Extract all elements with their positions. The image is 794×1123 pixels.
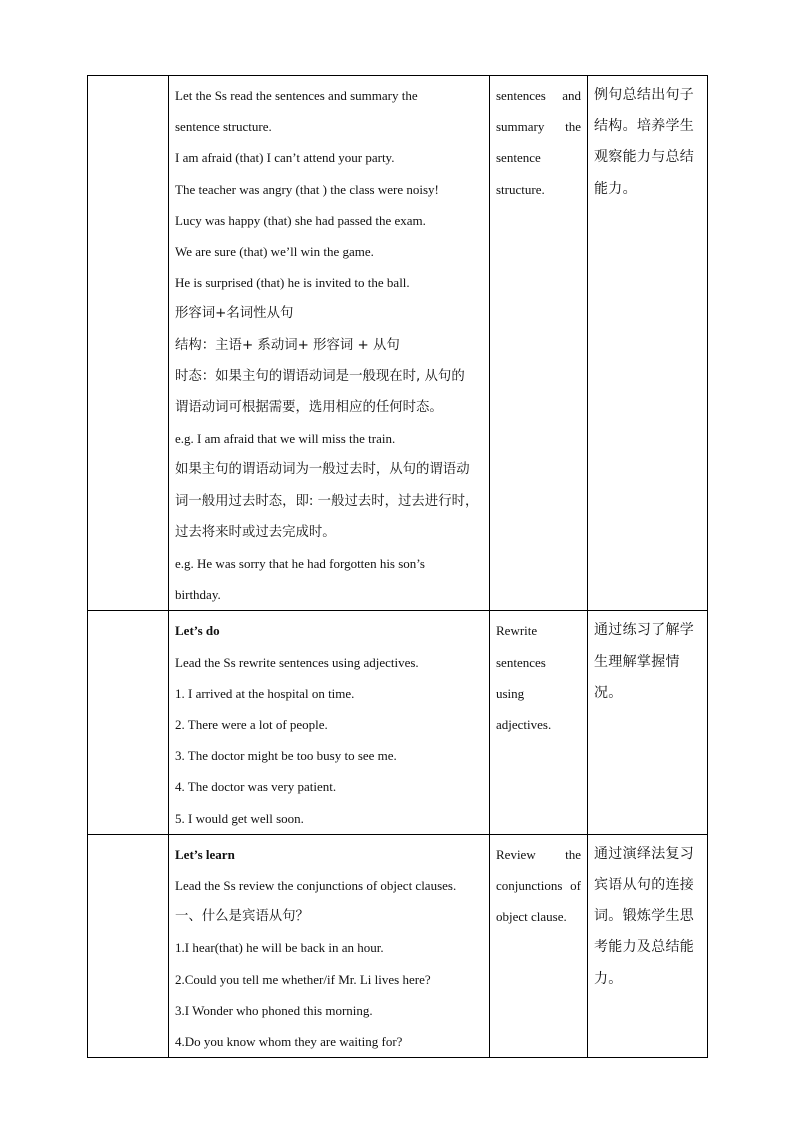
student-activity-cell xyxy=(490,76,588,611)
purpose-text: 通过练习了解学生理解掌握情况。 xyxy=(594,622,695,701)
table-row xyxy=(88,76,708,611)
exercise-item: 1. I arrived at the hospital on time. xyxy=(175,685,355,701)
table-row xyxy=(88,611,708,834)
lesson-plan-table xyxy=(87,75,708,1058)
purpose-text: 例句总结出句子结构。培养学生观察能力与总结能力。 xyxy=(594,87,695,197)
example-sentence: e.g. I am afraid that we will miss the train. xyxy=(175,431,396,447)
example-sentence: I am afraid (that) I can’t attend your party. xyxy=(175,150,395,166)
grammar-tense-note: 谓语动词可根据需要，选用相应的任何时态。 xyxy=(175,400,443,416)
student-activity-cell xyxy=(490,611,588,834)
activity-line: sentence structure. xyxy=(175,119,272,135)
example-sentence: Lucy was happy (that) she had passed the exam. xyxy=(175,212,426,228)
grammar-tense-note: 如果主句的谓语动词为一般过去时，从句的谓语动 xyxy=(175,462,470,478)
example-sentence: e.g. He was sorry that he had forgotten his son’s xyxy=(175,556,425,572)
grammar-tense-note: 过去将来时或过去完成时。 xyxy=(175,524,336,540)
exercise-item: 3. The doctor might be too busy to see me. xyxy=(175,748,397,764)
grammar-tense-note: 时态：如果主句的谓语动词是一般现在时, 从句的 xyxy=(175,368,465,384)
section-heading: Let’s do xyxy=(175,623,220,639)
purpose-cell xyxy=(588,611,708,834)
table-row xyxy=(88,834,708,1057)
student-activity-text: sentences and summary the sentence structure. xyxy=(496,88,581,197)
student-activity-cell xyxy=(490,834,588,1057)
purpose-cell xyxy=(588,834,708,1057)
grammar-note: 形容词+名词性从句 xyxy=(175,306,294,322)
teacher-activity-cell xyxy=(169,76,490,611)
example-sentence: 1.I hear(that) he will be back in an hour. xyxy=(175,940,384,956)
exercise-item: 2. There were a lot of people. xyxy=(175,717,328,733)
exercise-item: 5. I would get well soon. xyxy=(175,810,304,826)
teacher-activity-cell xyxy=(169,611,490,834)
example-sentence: The teacher was angry (that ) the class were noisy! xyxy=(175,181,439,197)
student-activity-text: Rewrite sentences using adjectives. xyxy=(496,623,552,733)
student-activity-text: Review the conjunctions of object clause. xyxy=(496,846,581,925)
sub-heading: 一、什么是宾语从句？ xyxy=(175,909,309,925)
example-sentence: 3.I Wonder who phoned this morning. xyxy=(175,1002,373,1018)
exercise-item: 4. The doctor was very patient. xyxy=(175,779,337,795)
activity-line: Lead the Ss rewrite sentences using adjectives. xyxy=(175,654,419,670)
example-sentence: 4.Do you know whom they are waiting for? xyxy=(175,1034,403,1050)
teacher-activity-cell xyxy=(169,834,490,1057)
example-sentence: He is surprised (that) he is invited to the ball. xyxy=(175,275,410,291)
grammar-structure: 结构：主语+ 系动词+ 形容词 + 从句 xyxy=(175,337,400,353)
activity-line: Lead the Ss review the conjunctions of object clauses. xyxy=(175,878,457,894)
activity-line: Let the Ss read the sentences and summary the xyxy=(175,88,418,103)
stage-cell xyxy=(88,611,169,834)
section-heading: Let’s learn xyxy=(175,846,235,862)
example-sentence: We are sure (that) we’ll win the game. xyxy=(175,244,374,260)
example-sentence: 2.Could you tell me whether/if Mr. Li lives here? xyxy=(175,971,431,987)
stage-cell xyxy=(88,834,169,1057)
purpose-cell xyxy=(588,76,708,611)
example-sentence: birthday. xyxy=(175,587,221,603)
grammar-tense-note: 词一般用过去时态，即: 一般过去时，过去进行时， xyxy=(175,493,479,509)
stage-cell xyxy=(88,76,169,611)
purpose-text: 通过演绎法复习宾语从句的连接词。锻炼学生思考能力及总结能力。 xyxy=(594,845,695,987)
